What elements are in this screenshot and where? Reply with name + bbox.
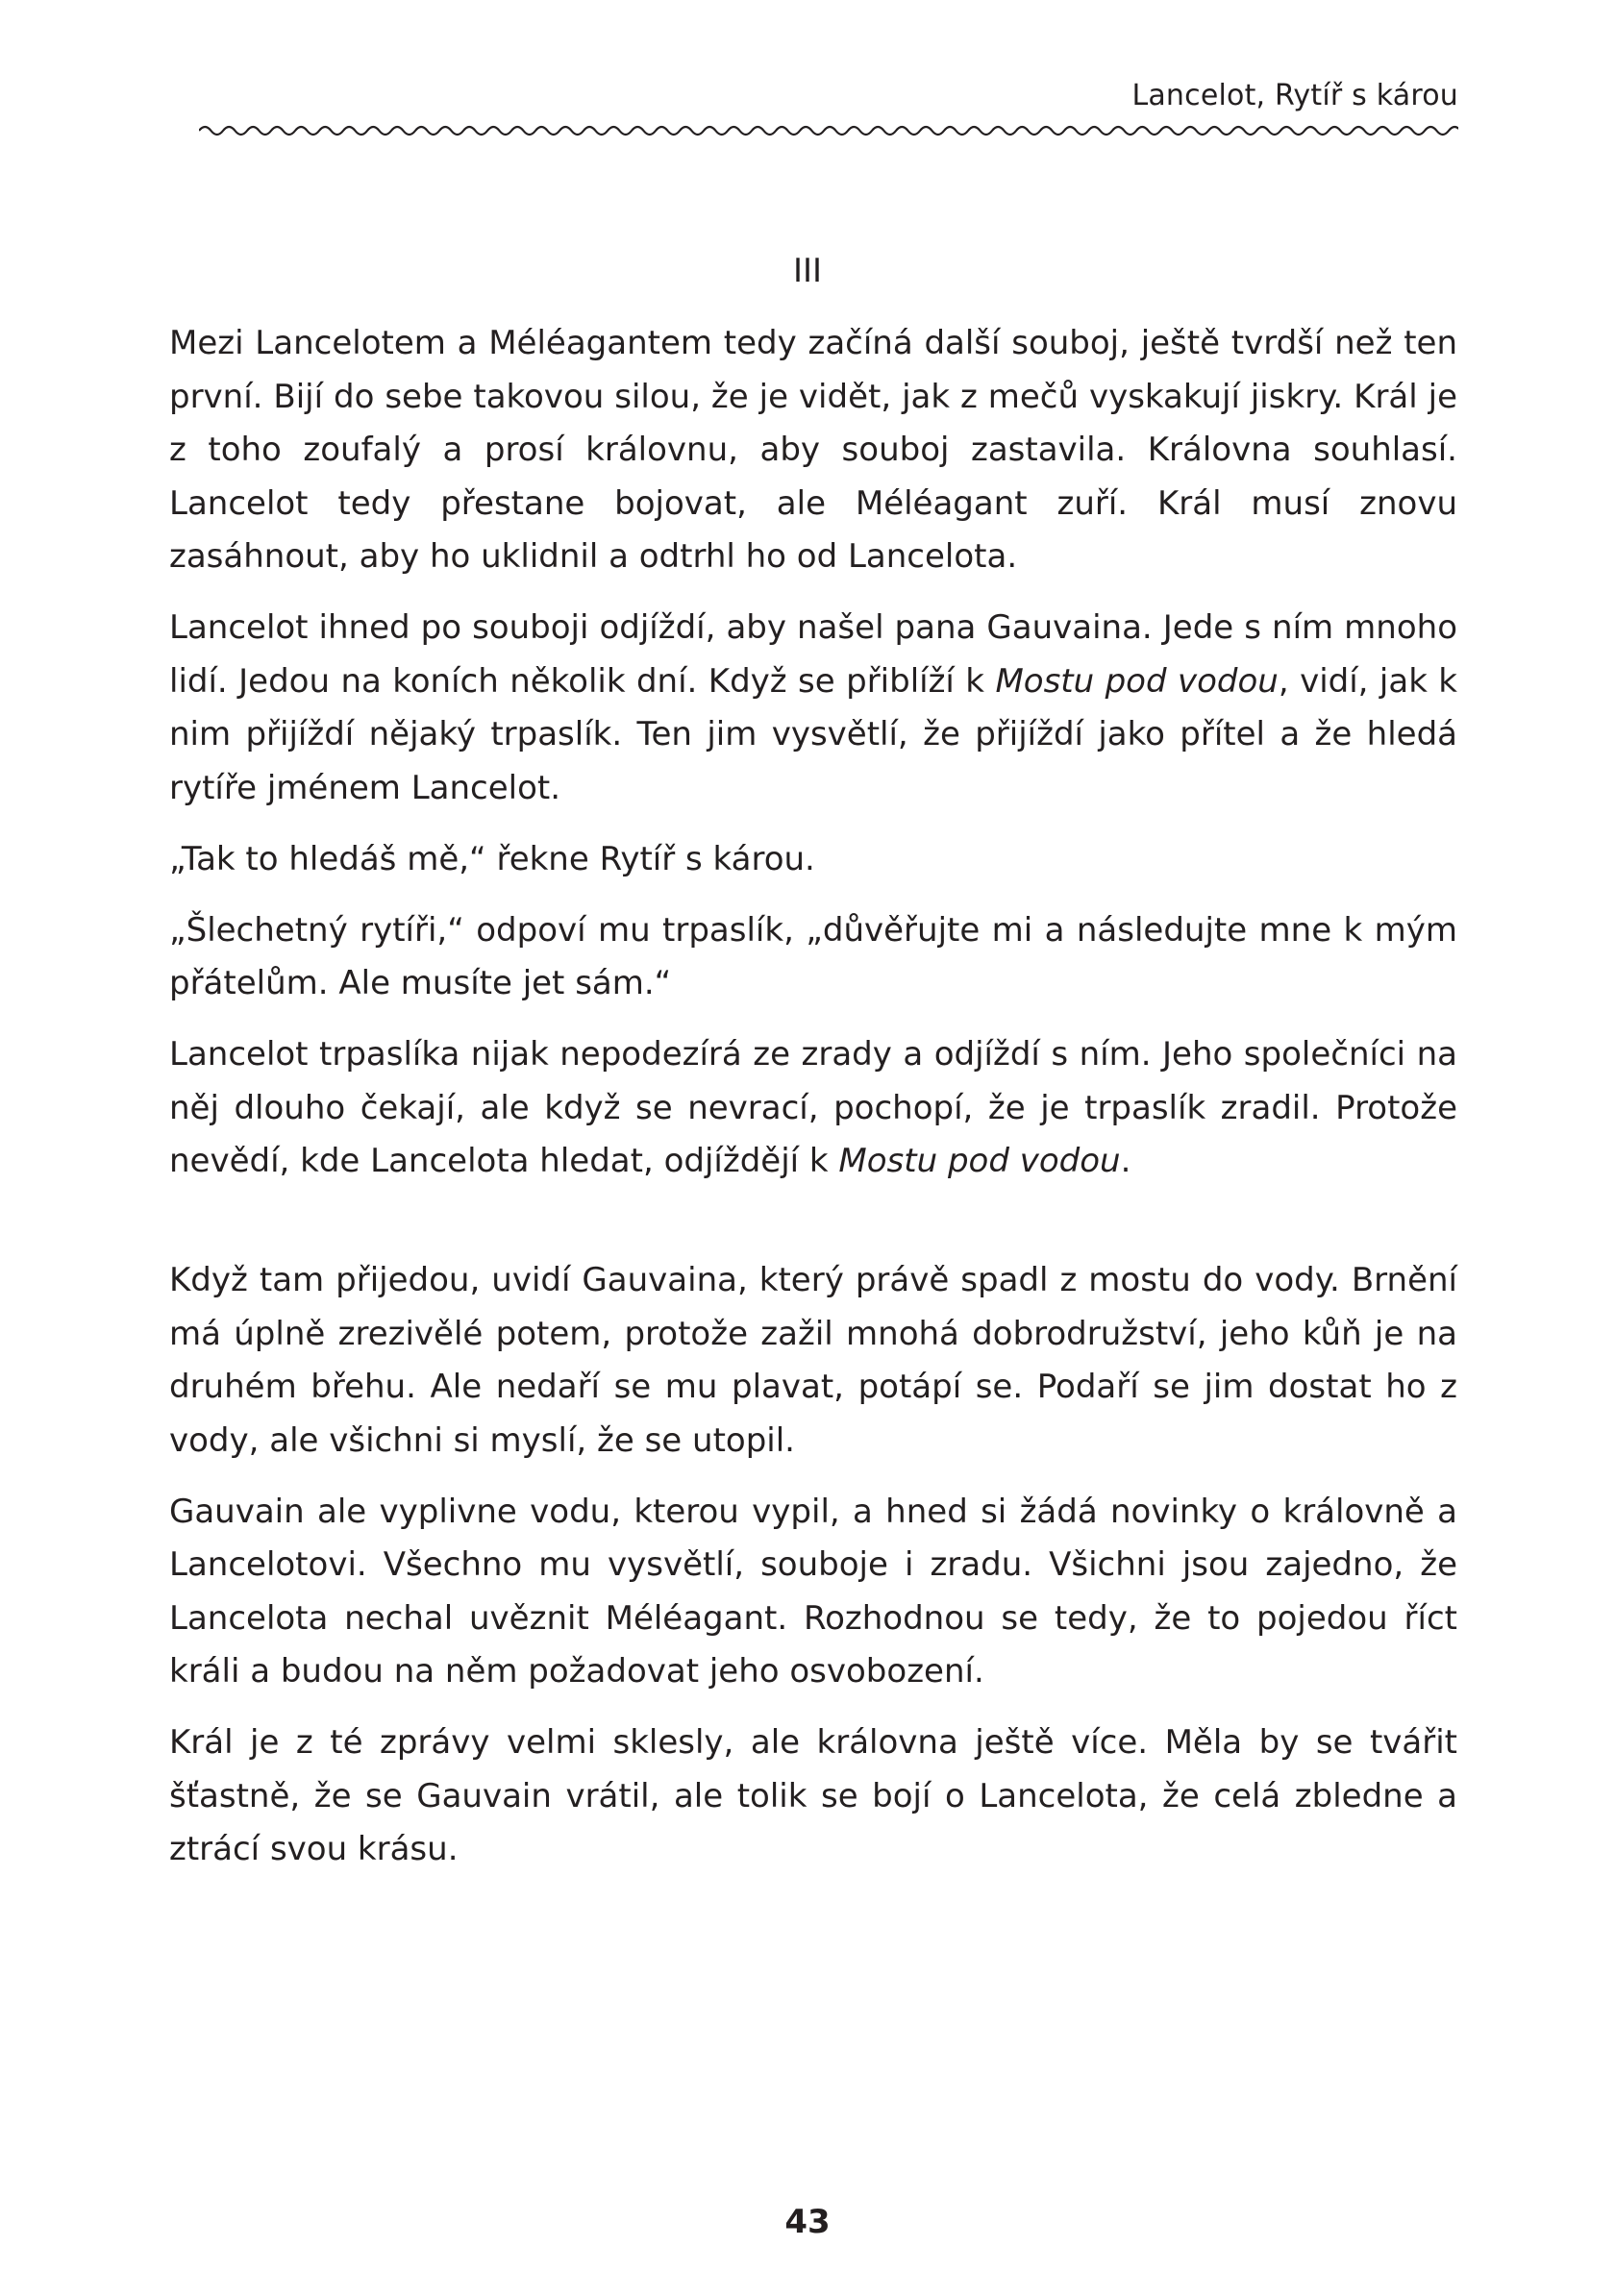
chapter-number: III — [792, 252, 823, 290]
paragraph-2 — [169, 602, 1457, 815]
paragraph-1: Mezi Lancelotem a Méléagantem tedy začíná další souboj, ještě tvrdší než ten první. Bijí do sebe takovou silou, že je vidět, jak z mečů vyskakují jiskry. Král je z toho zoufalý a prosí královnu, aby souboj zastavila. Královna souhlasí. Lancelot tedy přestane bojovat, ale Méléagant zuří. Král musí znovu zasáhnout, aby ho uklidnil a odtrhl ho od Lancelota. — [169, 324, 1457, 576]
paragraph-8: Král je z té zprávy velmi sklesly, ale královna ještě více. Měla by se tvářit šťastně, že se Gauvain vrátil, ale tolik se bojí o Lancelota, že celá zbledne a ztrácí svou krásu. — [169, 1723, 1457, 1868]
paragraph-5 — [169, 1028, 1457, 1189]
paragraph-7: Gauvain ale vyplivne vodu, kterou vypil, a hned si žádá novinky o královně a Lancelotovi. Všechno mu vysvětlí, souboje i zradu. Všichni jsou zajedno, že Lancelota nechal uvěznit Méléagant. Rozhodnou se tedy, že to pojedou říct králi a budou na něm požadovat jeho osvobození. — [169, 1492, 1457, 1691]
paragraph-4: „Šlechetný rytíři,“ odpoví mu trpaslík, „důvěřujte mi a následujte mne k mým přátelům. Ale musíte jet sám.“ — [169, 910, 1457, 1002]
paragraph-5-part-1: Lancelot trpaslíka nijak nepodezírá ze zrady a odjíždí s ním. Jeho společníci na něj dlouho čekají, ale když se nevrací, pochopí, že je trpaslík zradil. Protože nevědí, kde Lancelota hledat, odjíždějí k — [169, 1035, 1457, 1180]
paragraph-5-part-2: . — [1120, 1142, 1131, 1180]
page-number: 43 — [784, 2203, 831, 2241]
running-header-title: Lancelot, Rytíř s károu — [1131, 79, 1458, 112]
text-block-lower — [169, 1254, 1457, 1894]
paragraph-2-part-2: , vidí, jak k nim přijíždí nějaký trpaslík. Ten jim vysvětlí, že přijíždí jako přítel a že hledá rytíře jménem Lancelot. — [169, 661, 1457, 807]
paragraph-3: „Tak to hledáš mě,“ řekne Rytíř s károu. — [169, 839, 815, 878]
paragraph-5-italic-place: Mostu pod vodou — [838, 1142, 1121, 1180]
paragraph-6: Když tam přijedou, uvidí Gauvaina, který právě spadl z mostu do vody. Brnění má úplně zrezivělé potem, protože zažil mnohá dobrodružství, jeho kůň je na druhém břehu. Ale nedaří se mu plavat, potápí se. Podaří se jim dostat ho z vody, ale všichni si myslí, že se utopil. — [169, 1261, 1457, 1460]
paragraph-2-part-1: Lancelot ihned po souboji odjíždí, aby našel pana Gauvaina. Jede s ním mnoho lidí. Jedou na koních několik dní. Když se přiblíží k — [169, 608, 1457, 701]
decorative-wave-divider — [199, 119, 1458, 142]
paragraph-2-italic-place: Mostu pod vodou — [995, 661, 1279, 701]
text-block-upper — [169, 317, 1457, 1206]
